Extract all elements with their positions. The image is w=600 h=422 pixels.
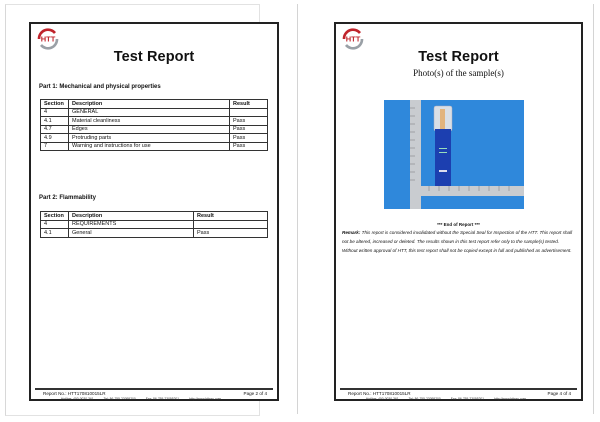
report-page-4: [334, 22, 583, 401]
table-row: [41, 220, 268, 229]
report-number: Report No.: HTT170810015LR: [43, 391, 106, 396]
flammability-results-table: [40, 211, 268, 238]
cell-description: Warning and instructions for use: [69, 142, 230, 151]
cell-result: Pass: [230, 117, 268, 126]
mechanical-results-table: [40, 99, 268, 151]
cell-result: Pass: [194, 229, 268, 238]
cell-description: REQUIREMENTS: [69, 220, 194, 229]
column-header-section: Section: [41, 100, 69, 109]
footer-contact: [366, 397, 571, 401]
telephone: Tel: 86-755-23095200: [103, 397, 136, 401]
cell-section: 4: [41, 108, 69, 117]
website: http://www.httpxc.com: [494, 397, 527, 401]
page-separator: [297, 4, 298, 414]
table-header-row: [41, 212, 268, 221]
sample-photo: [384, 100, 524, 209]
fax: Fax: 86-755-23095201: [145, 397, 180, 401]
bottle-pump: [440, 109, 445, 129]
end-of-report: *** End of Report ***: [437, 222, 480, 227]
cell-section: 4.7: [41, 125, 69, 134]
remark-paragraph: [342, 229, 575, 255]
cell-result: [230, 108, 268, 117]
hotline: Hotline: 400-0030-361: [61, 397, 94, 401]
footer-rule: [340, 388, 577, 390]
column-header-description: Description: [69, 100, 230, 109]
cell-section: 4.1: [41, 117, 69, 126]
column-header-section: Section: [41, 212, 69, 221]
page-title: Test Report: [113, 49, 195, 65]
column-header-result: Result: [194, 212, 268, 221]
photo-section-title: Photo(s) of the sample(s): [413, 68, 504, 78]
logo-text: HTT: [345, 34, 361, 44]
table-row: [41, 125, 268, 134]
cell-description: GENERAL: [69, 108, 230, 117]
remark-label: Remark:: [342, 230, 361, 235]
bottle-body: [435, 129, 451, 186]
hotline: Hotline: 400-0030-361: [366, 397, 399, 401]
cell-result: [194, 220, 268, 229]
remark-text: This report is considered invalidated without the Special Seal for Inspection of the HTT. This report shall not be altered, increased or deleted. The results shown in this test report refer only to the sample(s) tested. Without written approval of HTT, this test report shall not be copied except in full and published as advertisement.: [342, 230, 573, 253]
footer-contact: [61, 397, 267, 401]
cell-section: 4: [41, 220, 69, 229]
cell-result: Pass: [230, 125, 268, 134]
report-page-2: [29, 22, 279, 401]
website: http://www.httpxc.com: [189, 397, 222, 401]
column-header-result: Result: [230, 100, 268, 109]
page-separator-right: [593, 4, 594, 414]
fax: Fax: 86-755-23095201: [450, 397, 485, 401]
table-header-row: [41, 100, 268, 109]
page-title: Test Report: [418, 49, 499, 65]
table-row: [41, 117, 268, 126]
footer: [348, 391, 571, 396]
part-2-heading: Part 2: Flammability: [39, 195, 97, 201]
footer: [43, 391, 267, 396]
cell-result: Pass: [230, 142, 268, 151]
table-row: [41, 229, 268, 238]
ruler-horizontal: [410, 186, 524, 196]
cell-description: General: [69, 229, 194, 238]
cell-description: Material cleanliness: [69, 117, 230, 126]
cell-section: 4.1: [41, 229, 69, 238]
cell-description: Edges: [69, 125, 230, 134]
page-number: Page 2 of 4: [243, 391, 267, 396]
table-row: [41, 134, 268, 143]
cell-section: 7: [41, 142, 69, 151]
report-number: Report No.: HTT170810015LR: [348, 391, 411, 396]
logo-text: HTT: [40, 34, 56, 44]
cell-section: 4.9: [41, 134, 69, 143]
page-number: Page 4 of 4: [547, 391, 571, 396]
column-header-description: Description: [69, 212, 194, 221]
table-row: [41, 142, 268, 151]
footer-rule: [35, 388, 273, 390]
table-row: [41, 108, 268, 117]
telephone: Tel: 86-755-23095200: [408, 397, 441, 401]
cell-result: Pass: [230, 134, 268, 143]
cell-description: Protruding parts: [69, 134, 230, 143]
part-1-heading: Part 1: Mechanical and physical properties: [39, 84, 161, 90]
